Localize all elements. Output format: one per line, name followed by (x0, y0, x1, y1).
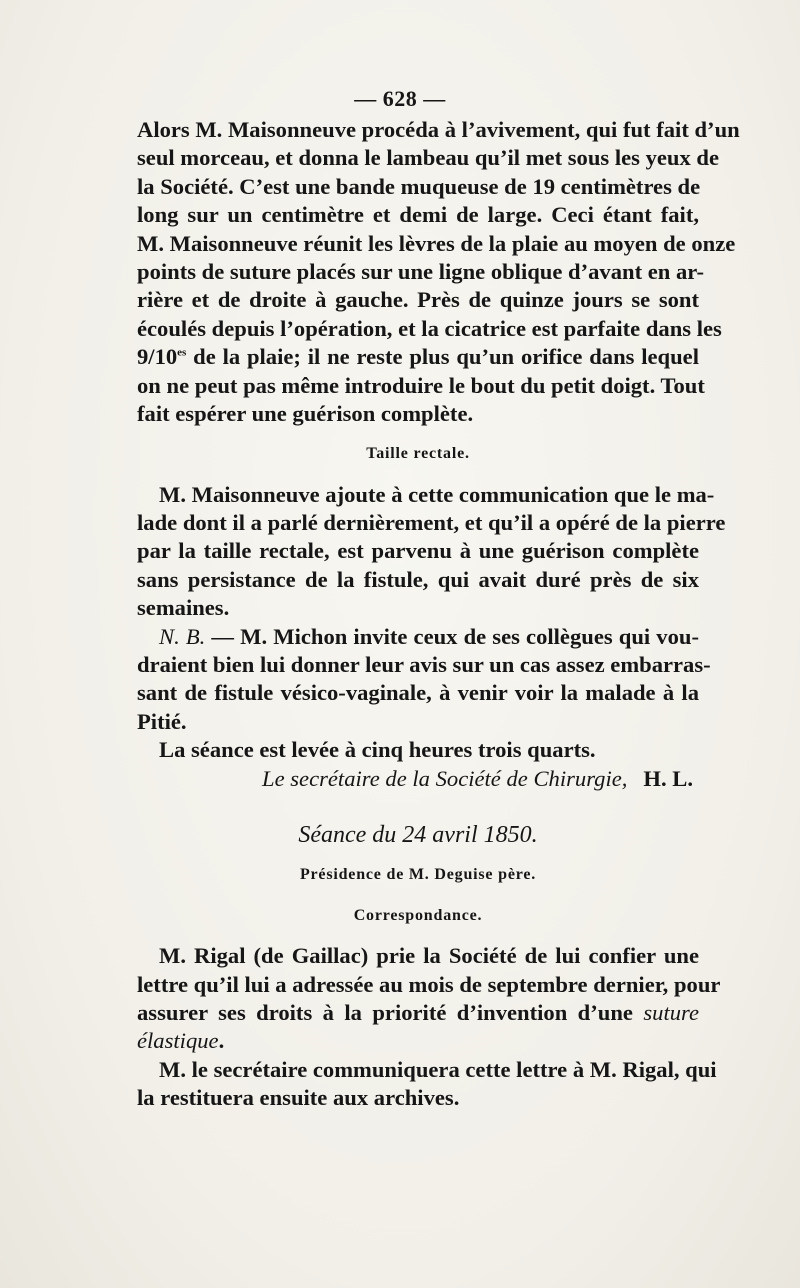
elastique-period: . (218, 1028, 225, 1054)
nb-line-rest: — M. Michon invite ceux de ses collègues qui vou- (205, 623, 699, 649)
text-line: lettre qu’il lui a adressée au mois de septembre dernier, pour (137, 971, 721, 997)
paragraph-rigal (137, 942, 721, 1056)
signature-initials: H. L. (643, 765, 693, 791)
text-line: lade dont il a parlé dernièrement, et qu’il a opéré de la pierre (137, 510, 726, 536)
fraction-line-rest: de la plaie; il ne reste plus qu’un orifice dans lequel (186, 344, 699, 370)
text-line-suture (137, 999, 699, 1027)
suture-word: suture (632, 999, 699, 1025)
page-number: — 628 — (354, 86, 446, 111)
signature (137, 765, 699, 793)
text-line: M. le secrétaire communiquera cette lettre à M. Rigal, qui (159, 1056, 717, 1082)
presidence-heading: Présidence de M. Deguise père. (299, 866, 537, 884)
paragraph-nota-bene (137, 623, 711, 737)
correspondance-heading: Correspondance. (353, 906, 483, 924)
text-line: points de suture placés sur une ligne oblique d’avant en ar- (137, 258, 705, 284)
text-line-elastique (137, 1027, 699, 1055)
elastique-word: élastique (137, 1028, 219, 1054)
paragraph-avivement (137, 116, 740, 428)
nb-label: N. B. (159, 623, 206, 649)
text-line: on ne peut pas même introduire le bout du petit doigt. Tout (137, 372, 705, 398)
text-line: Alors M. Maisonneuve procéda à l’avivement, qui fut fait d’un (137, 117, 740, 142)
text-line: fait espérer une guérison complète. (137, 400, 474, 426)
closing-line: La séance est levée à cinq heures trois quarts. (159, 737, 596, 763)
text-line: sans persistance de la fistule, qui avait duré près de six (137, 566, 699, 592)
text-line: seul morceau, et donna le lambeau qu’il met sous les yeux de (137, 145, 720, 171)
text-line: rière et de droite à gauche. Près de quinze jours se sont (137, 287, 699, 313)
text-line: semaines. (137, 595, 230, 621)
text-line: Pitié. (137, 708, 187, 734)
text-line-nb (137, 623, 699, 651)
signature-text: Le secrétaire de la Société de Chirurgie, (262, 765, 628, 791)
text-line: par la taille rectale, est parvenu à une guérison complète (137, 538, 699, 564)
seance-heading: Séance du 24 avril 1850. (298, 821, 538, 848)
suture-line-text: assurer ses droits à la priorité d’invention d’une (137, 999, 633, 1025)
fraction-superscript: es (177, 346, 187, 359)
text-line: M. Maisonneuve réunit les lèvres de la plaie au moyen de onze (137, 230, 736, 256)
heading-taille-rectale: Taille rectale. (366, 445, 470, 463)
text-line: écoulés depuis l’opération, et la cicatrice est parfaite dans les (137, 315, 722, 341)
paragraph-secretaire (137, 1056, 717, 1113)
text-line: M. Maisonneuve ajoute à cette communication que le ma- (159, 481, 715, 507)
text-line: long sur un centimètre et demi de large. Ceci étant fait, (137, 202, 699, 228)
body-text (137, 116, 740, 1113)
text-line: M. Rigal (de Gaillac) prie la Société de lui confier une (159, 943, 699, 969)
text-line: la restituera ensuite aux archives. (137, 1085, 460, 1111)
text-line-fraction (137, 343, 699, 371)
paragraph-taille-rectale (137, 481, 726, 623)
text-line: sant de fistule vésico-vaginale, à venir voir la malade à la (137, 680, 699, 706)
text-line: draient bien lui donner leur avis sur un cas assez embarras- (137, 652, 711, 678)
fraction-text: 9/10 (137, 344, 178, 370)
text-line: la Société. C’est une bande muqueuse de 19 centimètres de (137, 173, 701, 199)
